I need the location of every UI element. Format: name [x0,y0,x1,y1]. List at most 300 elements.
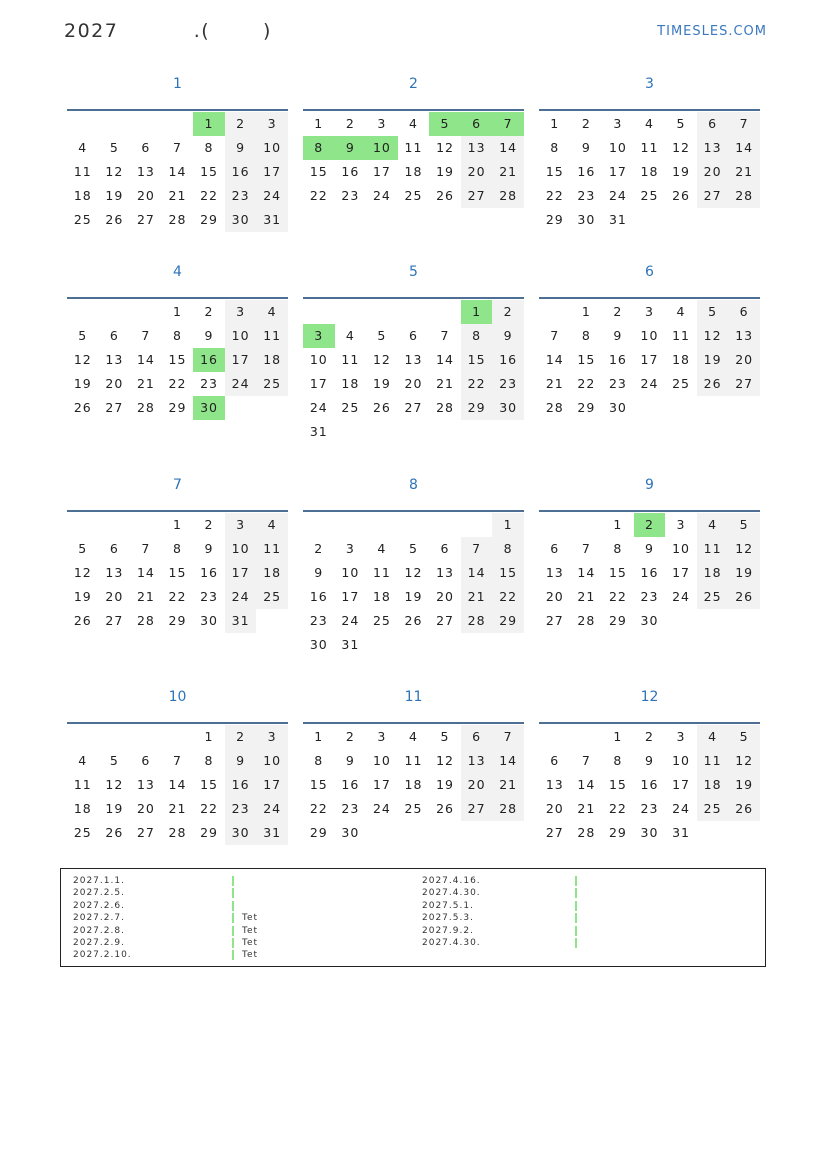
holiday-legend-row [73,900,403,912]
week-row [303,585,524,609]
day-cell: 6 [440,541,450,556]
empty-day-cell [429,633,461,657]
month-grid [303,510,524,657]
day-cell: 25 [256,585,288,609]
day-cell: 25 [372,613,391,628]
week-row [67,160,288,184]
day-cell: 14 [577,565,596,580]
day-cell: 8 [172,328,182,343]
day-cell: 1 [314,729,324,744]
day-cell: 9 [644,753,654,768]
day-cell: 16 [309,589,328,604]
day-cell: 9 [204,328,214,343]
day-cell: 4 [377,541,387,556]
day-cell: 6 [109,541,119,556]
day-cell: 11 [672,328,690,343]
day-cell: 18 [73,188,92,203]
week-row [539,372,760,396]
day-cell: 31 [225,609,257,633]
empty-day-cell [67,300,99,324]
week-row [539,184,760,208]
month-title: 12 [640,689,659,705]
holiday-legend-row [422,887,752,899]
day-cell: 16 [341,777,360,792]
empty-day-cell [162,725,194,749]
day-cell: 28 [136,400,155,415]
day-cell: 28 [492,184,524,208]
day-cell: 6 [408,328,418,343]
day-cell: 25 [640,188,659,203]
day-cell: 18 [404,777,423,792]
day-cell: 4 [408,729,418,744]
day-cell: 17 [372,164,391,179]
week-row [303,136,524,160]
holiday-date: 2027.2.10. [73,950,132,961]
week-row [539,821,760,845]
holiday-legend-row [73,887,403,899]
week-row [539,749,760,773]
day-cell: 20 [404,376,423,391]
day-cell: 3 [676,729,686,744]
day-cell: 30 [577,212,596,227]
day-cell: 28 [492,797,524,821]
day-cell: 4 [408,116,418,131]
day-cell: 5 [429,112,461,136]
week-row [539,585,760,609]
empty-day-cell [429,513,461,537]
day-cell: 15 [168,352,187,367]
day-cell: 12 [105,164,124,179]
day-cell: 31 [256,208,288,232]
empty-day-cell [335,420,367,444]
day-cell: 16 [193,348,225,372]
week-row [539,396,760,420]
day-cell: 11 [697,537,729,561]
holiday-legend-row [422,912,752,924]
day-cell: 7 [141,541,151,556]
day-cell: 5 [697,300,729,324]
day-cell: 19 [436,164,454,179]
day-cell: 21 [136,589,155,604]
day-cell: 2 [345,729,355,744]
day-cell: 11 [697,749,729,773]
day-cell: 27 [545,825,564,840]
day-cell: 17 [256,160,288,184]
month-grid [539,109,760,232]
day-cell: 17 [640,352,659,367]
day-cell: 7 [440,328,450,343]
day-cell: 22 [309,801,328,816]
day-cell: 3 [225,300,257,324]
day-cell: 17 [256,773,288,797]
day-cell: 20 [136,188,155,203]
day-cell: 23 [225,797,257,821]
empty-day-cell [99,112,131,136]
empty-day-cell [67,725,99,749]
day-cell: 21 [577,589,596,604]
month-1 [67,74,288,227]
day-cell: 3 [256,112,288,136]
empty-day-cell [398,513,430,537]
day-cell: 4 [676,304,686,319]
holiday-legend-row [422,925,752,937]
day-cell: 2 [492,300,524,324]
month-title: 10 [168,689,187,705]
day-cell: 3 [345,541,355,556]
holiday-marker-bar [575,876,577,886]
holiday-date: 2027.5.1. [422,900,474,911]
day-cell: 20 [545,589,564,604]
empty-day-cell [728,821,760,845]
day-cell: 2 [225,725,257,749]
day-cell: 2 [613,304,623,319]
day-cell: 5 [408,541,418,556]
day-cell: 1 [204,729,214,744]
empty-day-cell [429,300,461,324]
holiday-legend-left-column [73,875,403,962]
day-cell: 10 [640,328,659,343]
holiday-date: 2027.2.6. [73,900,125,911]
day-cell: 4 [697,725,729,749]
day-cell: 27 [404,400,423,415]
month-title: 5 [409,264,418,280]
day-cell: 14 [168,164,187,179]
day-cell: 24 [256,797,288,821]
day-cell: 18 [697,773,729,797]
day-cell: 20 [697,160,729,184]
day-cell: 6 [550,541,560,556]
empty-day-cell [335,513,367,537]
month-grid [303,109,524,208]
day-cell: 4 [78,753,88,768]
day-cell: 26 [73,400,92,415]
day-cell: 12 [436,140,454,155]
week-row [539,136,760,160]
day-cell: 9 [225,749,257,773]
empty-day-cell [461,420,493,444]
day-cell: 21 [461,585,493,609]
day-cell: 14 [492,749,524,773]
day-cell: 5 [109,140,119,155]
day-cell: 7 [492,112,524,136]
empty-day-cell [256,609,288,633]
day-cell: 30 [193,396,225,420]
day-cell: 22 [492,585,524,609]
day-cell: 7 [581,541,591,556]
day-cell: 27 [697,184,729,208]
week-row [303,324,524,348]
month-grid [67,510,288,633]
day-cell: 26 [728,797,760,821]
holiday-marker-bar [232,926,234,936]
day-cell: 1 [314,116,324,131]
holiday-name: Tet [242,937,259,948]
day-cell: 6 [109,328,119,343]
day-cell: 10 [672,753,690,768]
day-cell: 28 [436,400,454,415]
day-cell: 29 [545,212,564,227]
day-cell: 29 [200,212,218,227]
week-row [539,797,760,821]
day-cell: 24 [372,188,391,203]
day-cell: 23 [225,184,257,208]
day-cell: 6 [550,753,560,768]
day-cell: 28 [461,609,493,633]
day-cell: 8 [613,753,623,768]
day-cell: 16 [577,164,596,179]
holiday-legend-row [73,937,403,949]
holiday-marker-bar [575,913,577,923]
holiday-legend-row [73,949,403,961]
day-cell: 11 [73,164,92,179]
day-cell: 22 [545,188,564,203]
day-cell: 7 [461,537,493,561]
day-cell: 27 [461,797,493,821]
day-cell: 16 [200,565,218,580]
day-cell: 11 [404,753,423,768]
holiday-marker-bar [232,950,234,960]
day-cell: 1 [492,513,524,537]
empty-day-cell [398,633,430,657]
day-cell: 11 [256,537,288,561]
day-cell: 18 [73,801,92,816]
day-cell: 4 [78,140,88,155]
day-cell: 2 [345,116,355,131]
holiday-legend-row [73,912,403,924]
day-cell: 13 [461,136,493,160]
day-cell: 1 [613,729,623,744]
day-cell: 9 [613,328,623,343]
day-cell: 2 [634,513,666,537]
week-row [303,561,524,585]
week-row [67,821,288,845]
day-cell: 27 [105,400,124,415]
day-cell: 11 [372,565,391,580]
day-cell: 25 [256,372,288,396]
day-cell: 3 [644,304,654,319]
empty-day-cell [366,821,398,845]
day-cell: 24 [640,376,659,391]
day-cell: 20 [545,801,564,816]
day-cell: 6 [697,112,729,136]
day-cell: 21 [545,376,564,391]
day-cell: 5 [377,328,387,343]
day-cell: 22 [168,589,187,604]
day-cell: 23 [309,613,328,628]
day-cell: 10 [309,352,328,367]
week-row [539,609,760,633]
day-cell: 21 [577,801,596,816]
day-cell: 21 [436,376,454,391]
day-cell: 28 [136,613,155,628]
day-cell: 30 [608,400,627,415]
day-cell: 30 [200,613,218,628]
week-row [539,513,760,537]
week-row [303,420,524,444]
day-cell: 6 [141,753,151,768]
week-row [67,136,288,160]
holiday-marker-bar [232,888,234,898]
empty-day-cell [728,609,760,633]
holiday-date: 2027.2.5. [73,888,125,899]
day-cell: 29 [608,613,627,628]
holiday-marker-bar [575,926,577,936]
day-cell: 23 [640,589,659,604]
day-cell: 30 [225,821,257,845]
day-cell: 29 [461,396,493,420]
week-row [67,112,288,136]
day-cell: 25 [73,212,92,227]
day-cell: 26 [728,585,760,609]
week-row [539,773,760,797]
day-cell: 24 [225,372,257,396]
holiday-legend-right-column [422,875,752,949]
week-row [67,184,288,208]
day-cell: 16 [492,348,524,372]
day-cell: 12 [436,753,454,768]
day-cell: 10 [366,136,398,160]
empty-day-cell [697,208,729,232]
empty-day-cell [571,513,603,537]
empty-day-cell [461,513,493,537]
day-cell: 18 [640,164,659,179]
day-cell: 6 [461,112,493,136]
day-cell: 8 [613,541,623,556]
day-cell: 30 [640,825,659,840]
day-cell: 14 [545,352,564,367]
day-cell: 24 [672,801,690,816]
holiday-date: 2027.2.8. [73,925,125,936]
brand-logo-text[interactable]: TIMESLES.COM [657,24,767,39]
empty-day-cell [728,208,760,232]
day-cell: 5 [676,116,686,131]
week-row [67,372,288,396]
week-row [539,537,760,561]
day-cell: 6 [461,725,493,749]
day-cell: 14 [492,136,524,160]
week-row [303,396,524,420]
week-row [67,585,288,609]
day-cell: 17 [225,561,257,585]
day-cell: 15 [200,164,218,179]
day-cell: 15 [492,561,524,585]
week-row [67,561,288,585]
day-cell: 31 [608,212,627,227]
month-grid [539,722,760,845]
empty-day-cell [130,300,162,324]
day-cell: 9 [492,324,524,348]
day-cell: 25 [341,400,360,415]
day-cell: 17 [672,565,690,580]
day-cell: 23 [640,801,659,816]
day-cell: 10 [341,565,360,580]
day-cell: 8 [581,328,591,343]
day-cell: 12 [73,352,92,367]
week-row [67,513,288,537]
day-cell: 1 [581,304,591,319]
month-grid [67,109,288,232]
day-cell: 8 [550,140,560,155]
day-cell: 18 [256,561,288,585]
day-cell: 3 [225,513,257,537]
week-row [539,112,760,136]
day-cell: 23 [341,801,360,816]
day-cell: 20 [105,376,124,391]
holiday-name: Tet [242,913,259,924]
empty-day-cell [366,513,398,537]
empty-day-cell [492,821,524,845]
day-cell: 19 [728,561,760,585]
day-cell: 12 [105,777,124,792]
holiday-date: 2027.1.1. [73,876,125,886]
month-10 [67,687,288,840]
empty-day-cell [461,821,493,845]
day-cell: 19 [73,376,92,391]
holiday-legend-row [73,925,403,937]
day-cell: 25 [404,188,423,203]
day-cell: 7 [581,753,591,768]
day-cell: 19 [728,773,760,797]
week-row [67,773,288,797]
week-row [67,749,288,773]
day-cell: 27 [728,372,760,396]
day-cell: 27 [436,613,454,628]
day-cell: 13 [728,324,760,348]
day-cell: 2 [314,541,324,556]
day-cell: 19 [404,589,423,604]
week-row [303,160,524,184]
day-cell: 17 [225,348,257,372]
day-cell: 1 [461,300,493,324]
month-12 [539,687,760,840]
day-cell: 27 [105,613,124,628]
week-row [67,537,288,561]
day-cell: 27 [545,613,564,628]
day-cell: 14 [136,352,155,367]
day-cell: 15 [608,777,627,792]
day-cell: 9 [345,753,355,768]
empty-day-cell [429,821,461,845]
day-cell: 16 [341,164,360,179]
day-cell: 11 [404,140,423,155]
empty-day-cell [162,112,194,136]
day-cell: 9 [225,136,257,160]
day-cell: 15 [577,352,596,367]
day-cell: 28 [545,400,564,415]
day-cell: 19 [105,801,124,816]
empty-day-cell [303,300,335,324]
month-6 [539,262,760,415]
holiday-legend [60,868,766,967]
day-cell: 13 [697,136,729,160]
day-cell: 19 [672,164,690,179]
month-title: 4 [173,264,182,280]
empty-day-cell [571,725,603,749]
month-title: 7 [173,477,182,493]
day-cell: 1 [613,517,623,532]
month-title: 3 [645,76,654,92]
empty-day-cell [634,396,666,420]
week-row [303,773,524,797]
day-cell: 8 [461,324,493,348]
week-row [303,797,524,821]
holiday-date: 2027.2.9. [73,937,125,948]
day-cell: 21 [168,188,187,203]
empty-day-cell [130,513,162,537]
day-cell: 1 [193,112,225,136]
day-cell: 20 [461,773,493,797]
day-cell: 14 [577,777,596,792]
